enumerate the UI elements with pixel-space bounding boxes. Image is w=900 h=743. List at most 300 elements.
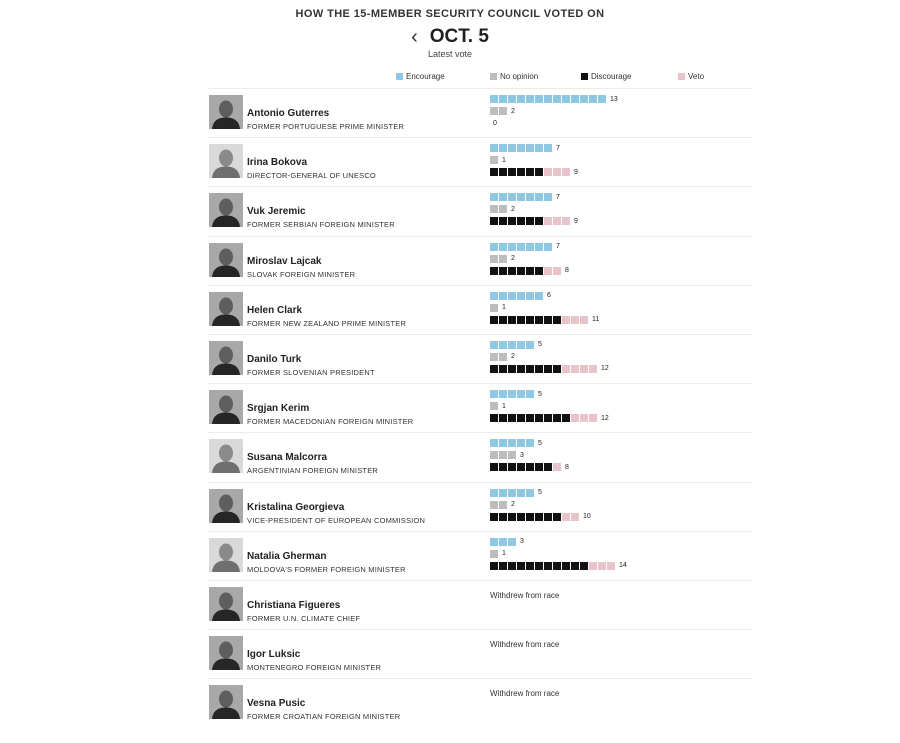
vote-block xyxy=(517,489,525,497)
vote-block xyxy=(580,414,588,422)
vote-block xyxy=(607,562,615,570)
vote-block xyxy=(544,193,552,201)
vote-block xyxy=(571,513,579,521)
vote-block xyxy=(526,267,534,275)
legend-label: Veto xyxy=(688,72,705,81)
chevron-left-icon[interactable]: ‹ xyxy=(411,26,418,48)
vote-blocks xyxy=(490,489,535,497)
vote-block xyxy=(526,168,534,176)
vote-block xyxy=(508,95,516,103)
vote-block xyxy=(571,562,579,570)
encourage-bar xyxy=(490,292,551,300)
vote-blocks xyxy=(490,107,508,115)
vote-block xyxy=(562,168,570,176)
vote-block xyxy=(553,316,561,324)
vote-block xyxy=(580,365,588,373)
portrait-icon xyxy=(209,95,243,129)
vote-blocks xyxy=(490,463,562,471)
vote-block xyxy=(526,243,534,251)
vote-count: 11 xyxy=(592,316,600,324)
vote-count: 5 xyxy=(538,341,542,349)
candidate-role: FORMER PORTUGUESE PRIME MINISTER xyxy=(247,122,405,131)
vote-blocks xyxy=(490,439,535,447)
discourage-bar xyxy=(490,562,627,570)
vote-blocks xyxy=(490,205,508,213)
vote-block xyxy=(526,193,534,201)
candidate-name: Kristalina Georgieva xyxy=(247,501,345,513)
legend-item xyxy=(678,72,704,81)
encourage-bar xyxy=(490,243,560,251)
vote-block xyxy=(517,316,525,324)
vote-block xyxy=(526,217,534,225)
vote-block xyxy=(526,390,534,398)
vote-blocks xyxy=(490,243,553,251)
candidate-row xyxy=(208,580,753,629)
candidate-row xyxy=(208,334,753,383)
vote-block xyxy=(499,463,507,471)
vote-block xyxy=(544,316,552,324)
vote-block xyxy=(508,365,516,373)
portrait-icon xyxy=(209,341,243,375)
avatar xyxy=(209,341,243,375)
vote-block xyxy=(580,95,588,103)
vote-block xyxy=(517,168,525,176)
vote-block xyxy=(562,316,570,324)
legend-swatch xyxy=(396,73,403,80)
encourage-bar xyxy=(490,341,542,349)
vote-block xyxy=(499,489,507,497)
legend-label: Encourage xyxy=(406,72,445,81)
candidate-role: FORMER SLOVENIAN PRESIDENT xyxy=(247,367,375,377)
vote-count: 7 xyxy=(556,193,560,201)
vote-block xyxy=(499,538,507,546)
vote-block xyxy=(517,267,525,275)
vote-block xyxy=(526,144,534,152)
vote-block xyxy=(517,562,525,570)
vote-block xyxy=(553,414,561,422)
portrait-icon xyxy=(209,538,243,572)
vote-count: 0 xyxy=(493,119,497,127)
vote-block xyxy=(589,414,597,422)
avatar xyxy=(209,587,243,621)
vote-blocks xyxy=(490,193,553,201)
encourage-bar xyxy=(490,95,618,103)
vote-block xyxy=(499,439,507,447)
candidate-role: MONTENEGRO FOREIGN MINISTER xyxy=(247,663,382,673)
vote-block xyxy=(553,513,561,521)
no-opinion-bar xyxy=(490,451,524,459)
candidate-role: DIRECTOR-GENERAL OF UNESCO xyxy=(247,171,376,181)
vote-block xyxy=(562,217,570,225)
chart-header xyxy=(0,8,900,59)
vote-block xyxy=(535,513,543,521)
no-opinion-bar xyxy=(490,550,506,558)
avatar xyxy=(209,144,243,178)
vote-block xyxy=(544,365,552,373)
vote-blocks xyxy=(490,341,535,349)
vote-count: 8 xyxy=(565,463,569,471)
vote-count: 3 xyxy=(520,451,524,459)
no-opinion-bar xyxy=(490,156,506,164)
vote-block xyxy=(499,562,507,570)
discourage-bar xyxy=(490,316,599,324)
vote-bars xyxy=(490,292,670,328)
vote-block xyxy=(490,562,498,570)
vote-block xyxy=(499,193,507,201)
candidate-role: FORMER SERBIAN FOREIGN MINISTER xyxy=(247,220,395,230)
vote-block xyxy=(508,243,516,251)
vote-block xyxy=(490,550,498,558)
avatar xyxy=(209,538,243,572)
vote-block xyxy=(562,562,570,570)
vote-block xyxy=(508,538,516,546)
avatar xyxy=(209,439,243,473)
vote-block xyxy=(499,144,507,152)
vote-count: 12 xyxy=(601,365,609,373)
vote-block xyxy=(490,217,498,225)
vote-block xyxy=(526,439,534,447)
vote-block xyxy=(490,513,498,521)
vote-block xyxy=(517,463,525,471)
candidate-role: FORMER NEW ZEALAND PRIME MINISTER xyxy=(247,318,407,328)
vote-block xyxy=(517,341,525,349)
vote-bars xyxy=(490,144,670,180)
vote-block xyxy=(499,243,507,251)
vote-block xyxy=(508,292,516,300)
discourage-bar xyxy=(490,365,609,373)
portrait-icon xyxy=(209,292,243,326)
vote-block xyxy=(517,243,525,251)
vote-block xyxy=(535,316,543,324)
no-opinion-bar xyxy=(490,304,506,312)
vote-blocks xyxy=(490,365,598,373)
discourage-bar xyxy=(490,463,569,471)
vote-count: 9 xyxy=(574,217,578,225)
vote-block xyxy=(508,193,516,201)
vote-block xyxy=(526,562,534,570)
vote-block xyxy=(535,193,543,201)
vote-blocks xyxy=(490,156,499,164)
candidate-role: SLOVAK FOREIGN MINISTER xyxy=(247,269,356,279)
vote-block xyxy=(535,463,543,471)
vote-block xyxy=(544,463,552,471)
vote-block xyxy=(490,156,498,164)
vote-block xyxy=(499,95,507,103)
legend-item xyxy=(581,72,631,81)
candidate-row xyxy=(208,383,753,432)
portrait-icon xyxy=(209,439,243,473)
vote-block xyxy=(544,95,552,103)
vote-block xyxy=(490,451,498,459)
candidate-name: Natalia Gherman xyxy=(247,550,327,562)
vote-blocks xyxy=(490,451,517,459)
candidate-name: Susana Malcorra xyxy=(247,452,328,464)
encourage-bar xyxy=(490,193,560,201)
vote-block xyxy=(490,439,498,447)
vote-block xyxy=(499,341,507,349)
vote-block xyxy=(526,316,534,324)
vote-block xyxy=(526,341,534,349)
vote-blocks xyxy=(490,414,598,422)
date-selector xyxy=(0,26,900,48)
vote-blocks xyxy=(490,95,607,103)
vote-block xyxy=(580,562,588,570)
vote-block xyxy=(499,292,507,300)
withdrawn-note: Withdrew from race xyxy=(490,590,560,600)
vote-block xyxy=(526,463,534,471)
vote-count: 5 xyxy=(538,489,542,496)
vote-block xyxy=(499,255,507,263)
vote-block xyxy=(526,414,534,422)
vote-blocks xyxy=(490,267,562,275)
candidate-list xyxy=(208,88,753,727)
vote-block xyxy=(490,168,498,176)
candidate-role: VICE-PRESIDENT OF EUROPEAN COMMISSION xyxy=(247,515,426,525)
vote-date: OCT. 5 xyxy=(429,26,489,47)
vote-block xyxy=(598,562,606,570)
vote-block xyxy=(535,95,543,103)
vote-bars xyxy=(490,243,670,279)
vote-blocks xyxy=(490,144,553,152)
vote-block xyxy=(499,205,507,213)
legend-swatch xyxy=(678,73,685,80)
candidate-role: FORMER CROATIAN FOREIGN MINISTER xyxy=(247,712,401,722)
vote-block xyxy=(553,562,561,570)
vote-block xyxy=(526,292,534,300)
vote-count: 6 xyxy=(547,292,551,300)
vote-blocks xyxy=(490,550,499,558)
candidate-row xyxy=(208,236,753,285)
vote-block xyxy=(508,267,516,275)
vote-block xyxy=(508,489,516,497)
encourage-bar xyxy=(490,538,524,546)
vote-block xyxy=(490,243,498,251)
candidate-name: Srgjan Kerim xyxy=(247,403,310,415)
vote-blocks xyxy=(490,562,616,570)
vote-block xyxy=(598,95,606,103)
encourage-bar xyxy=(490,439,542,447)
vote-block xyxy=(535,414,543,422)
vote-count: 7 xyxy=(556,243,560,251)
legend-swatch xyxy=(490,73,497,80)
vote-count: 1 xyxy=(502,304,506,312)
vote-block xyxy=(508,562,516,570)
vote-block xyxy=(517,390,525,398)
candidate-name: Irina Bokova xyxy=(247,157,308,169)
vote-block xyxy=(553,267,561,275)
vote-block xyxy=(544,217,552,225)
vote-block xyxy=(490,365,498,373)
candidate-role: ARGENTINIAN FOREIGN MINISTER xyxy=(247,466,379,476)
vote-block xyxy=(535,168,543,176)
vote-block xyxy=(499,267,507,275)
avatar xyxy=(209,95,243,129)
vote-count: 1 xyxy=(502,550,506,558)
candidate-row xyxy=(208,678,753,727)
avatar xyxy=(209,685,243,719)
vote-bars xyxy=(490,489,670,525)
candidate-role: MOLDOVA'S FORMER FOREIGN MINISTER xyxy=(247,564,406,574)
vote-block xyxy=(499,513,507,521)
vote-block xyxy=(535,217,543,225)
vote-count: 3 xyxy=(520,538,524,546)
portrait-icon xyxy=(209,685,243,719)
candidate-name: Christiana Figueres xyxy=(247,599,341,611)
vote-block xyxy=(589,562,597,570)
vote-block xyxy=(490,255,498,263)
vote-count: 14 xyxy=(619,562,627,570)
avatar xyxy=(209,636,243,670)
legend-item xyxy=(396,72,445,81)
vote-count: 8 xyxy=(565,267,569,275)
vote-block xyxy=(562,513,570,521)
discourage-bar xyxy=(490,414,609,422)
vote-block xyxy=(499,217,507,225)
candidate-name: Miroslav Lajcak xyxy=(247,255,322,267)
vote-count: 10 xyxy=(583,513,591,520)
vote-block xyxy=(517,193,525,201)
vote-count: 5 xyxy=(538,390,542,398)
encourage-bar xyxy=(490,489,542,497)
vote-count: 9 xyxy=(574,168,578,176)
vote-block xyxy=(544,267,552,275)
avatar xyxy=(209,193,243,227)
candidate-name: Danilo Turk xyxy=(247,353,302,365)
vote-count: 7 xyxy=(556,144,560,152)
vote-block xyxy=(517,95,525,103)
vote-block xyxy=(499,365,507,373)
no-opinion-bar xyxy=(490,501,515,509)
legend-label: No opinion xyxy=(500,72,539,81)
vote-blocks xyxy=(490,390,535,398)
vote-block xyxy=(490,353,498,361)
vote-blocks xyxy=(490,292,544,300)
vote-block xyxy=(544,144,552,152)
avatar xyxy=(209,390,243,424)
vote-count: 2 xyxy=(511,353,515,361)
vote-blocks xyxy=(490,304,499,312)
portrait-icon xyxy=(209,489,243,523)
candidate-name: Helen Clark xyxy=(247,304,303,316)
vote-block xyxy=(508,513,516,521)
avatar xyxy=(209,243,243,277)
vote-block xyxy=(517,144,525,152)
legend-swatch xyxy=(581,73,588,80)
vote-count: 5 xyxy=(538,439,542,447)
withdrawn-note: Withdrew from race xyxy=(490,640,560,650)
vote-block xyxy=(499,451,507,459)
vote-block xyxy=(580,316,588,324)
vote-block xyxy=(490,304,498,312)
candidate-row xyxy=(208,629,753,678)
vote-block xyxy=(490,489,498,497)
no-opinion-bar xyxy=(490,255,515,263)
vote-block xyxy=(544,414,552,422)
no-opinion-bar xyxy=(490,107,515,115)
vote-count: 2 xyxy=(511,255,515,263)
chart-subtitle: Latest vote xyxy=(427,49,473,59)
vote-block xyxy=(490,414,498,422)
vote-count: 12 xyxy=(601,414,609,422)
vote-blocks xyxy=(490,316,589,324)
candidate-name: Igor Luksic xyxy=(247,649,301,661)
candidate-row xyxy=(208,432,753,481)
vote-block xyxy=(517,439,525,447)
vote-block xyxy=(553,365,561,373)
portrait-icon xyxy=(209,636,243,670)
vote-bars xyxy=(490,439,670,475)
portrait-icon xyxy=(209,390,243,424)
vote-block xyxy=(499,316,507,324)
portrait-icon xyxy=(209,243,243,277)
candidate-row xyxy=(208,531,753,580)
no-opinion-bar xyxy=(490,353,515,361)
vote-block xyxy=(499,107,507,115)
withdrawn-note: Withdrew from race xyxy=(490,689,560,699)
candidate-role: FORMER U.N. CLIMATE CHIEF xyxy=(247,613,361,623)
vote-block xyxy=(508,341,516,349)
vote-block xyxy=(499,168,507,176)
candidate-row xyxy=(208,285,753,334)
vote-block xyxy=(490,402,498,410)
vote-block xyxy=(490,463,498,471)
candidate-row xyxy=(208,137,753,186)
vote-block xyxy=(499,414,507,422)
vote-bars xyxy=(490,95,670,131)
vote-block xyxy=(508,414,516,422)
vote-block xyxy=(535,365,543,373)
vote-block xyxy=(544,562,552,570)
vote-block xyxy=(553,168,561,176)
legend-item xyxy=(490,72,538,81)
legend-label: Discourage xyxy=(591,72,632,81)
vote-block xyxy=(517,292,525,300)
vote-blocks xyxy=(490,513,580,521)
vote-block xyxy=(490,501,498,509)
candidate-name: Vuk Jeremic xyxy=(247,206,306,218)
vote-block xyxy=(571,316,579,324)
discourage-bar xyxy=(490,119,497,127)
vote-block xyxy=(562,95,570,103)
vote-block xyxy=(508,217,516,225)
vote-block xyxy=(490,390,498,398)
vote-bars xyxy=(490,538,670,574)
vote-blocks xyxy=(490,501,508,509)
vote-block xyxy=(508,451,516,459)
vote-block xyxy=(526,95,534,103)
vote-block xyxy=(499,353,507,361)
vote-block xyxy=(589,95,597,103)
candidate-name: Vesna Pusic xyxy=(247,698,306,710)
vote-block xyxy=(490,193,498,201)
vote-block xyxy=(490,267,498,275)
encourage-bar xyxy=(490,390,542,398)
vote-block xyxy=(499,501,507,509)
vote-block xyxy=(535,267,543,275)
vote-count: 13 xyxy=(610,95,618,103)
vote-blocks xyxy=(490,168,571,176)
candidate-name: Antonio Guterres xyxy=(247,108,330,119)
vote-block xyxy=(508,144,516,152)
vote-block xyxy=(526,513,534,521)
vote-block xyxy=(517,365,525,373)
vote-block xyxy=(535,292,543,300)
vote-block xyxy=(553,463,561,471)
vote-block xyxy=(499,390,507,398)
vote-block xyxy=(490,316,498,324)
vote-block xyxy=(490,144,498,152)
vote-block xyxy=(508,168,516,176)
